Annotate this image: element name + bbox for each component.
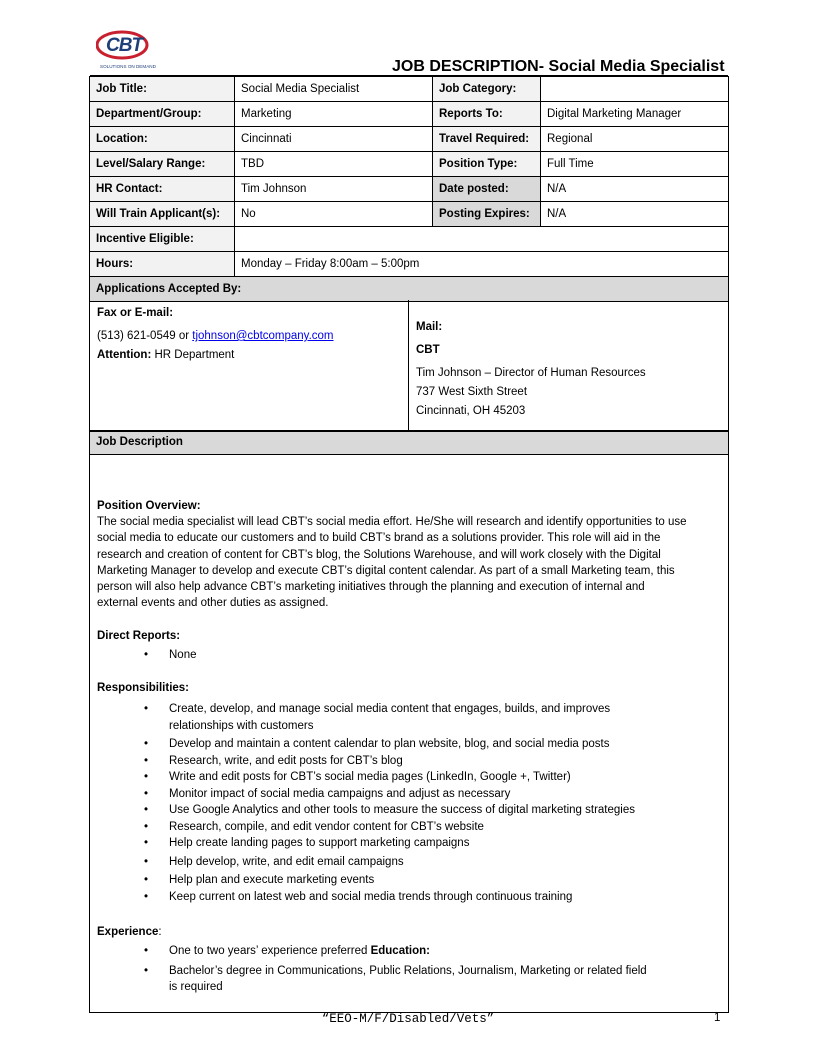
direct-reports-label: Direct Reports: (97, 630, 181, 642)
mail-contact: Tim Johnson – Director of Human Resources (416, 367, 646, 379)
table-row (90, 127, 729, 152)
list-item: • Bachelor’s degree in Communications, Public Relations, Journalism, Marketing or related field is required (97, 963, 657, 996)
table-row (90, 77, 729, 102)
department-label: Department/Group: (90, 102, 235, 127)
experience-heading (97, 924, 722, 940)
overview-line: external events and other duties as assigned. (97, 597, 329, 610)
table-row (90, 177, 729, 202)
overview-line: research and creation of content for CBT’s blog, the Solutions Warehouse, and will work closely with the Digital (97, 548, 661, 561)
table-row (90, 227, 729, 252)
job-info-table (89, 76, 729, 302)
reports-to-value: Digital Marketing Manager (541, 102, 729, 127)
table-row (90, 152, 729, 177)
attention-label: Attention: (97, 349, 152, 361)
date-posted-label: Date posted: (433, 177, 541, 202)
table-row (90, 202, 729, 227)
location-value: Cincinnati (235, 127, 433, 152)
travel-required-value: Regional (541, 127, 729, 152)
experience-section (97, 924, 722, 996)
department-value: Marketing (235, 102, 433, 127)
eeo-statement: “EEO-M/F/Disabled/Vets” (321, 1012, 495, 1026)
overview-line: Marketing Manager to develop and execute CBT’s digital content calendar. As part of a small Marketing team, this (97, 564, 675, 577)
job-category-value (541, 77, 729, 102)
will-train-value: No (235, 202, 433, 227)
attention-value: HR Department (151, 349, 235, 361)
phone-number: (513) 621-0549 or (97, 330, 193, 342)
job-title-value: Social Media Specialist (235, 77, 433, 102)
list-item: • Keep current on latest web and social media trends through continuous training (97, 889, 657, 906)
position-overview-section (97, 498, 722, 612)
mail-label: Mail: (416, 321, 443, 333)
overview-line: The social media specialist will lead CBT’s social media effort. He/She will research and identify opportunities to use (97, 516, 687, 528)
hr-contact-value: Tim Johnson (235, 177, 433, 202)
position-type-label: Position Type: (433, 152, 541, 177)
will-train-label: Will Train Applicant(s): (90, 202, 235, 227)
svg-text:CBT: CBT (106, 35, 143, 56)
job-title-label: Job Title: (90, 77, 235, 102)
cbt-logo (96, 28, 162, 72)
table-row (90, 102, 729, 127)
responsibilities-section (97, 680, 722, 905)
overview-line: social media to educate our customers and to build CBT’s brand as a solutions provider. This role will aid in the (97, 532, 661, 545)
list-item: • Help plan and execute marketing events (97, 872, 657, 889)
list-item: • Research, write, and edit posts for CBT’s blog (97, 753, 657, 770)
experience-item: One to two years’ experience preferred (169, 945, 371, 957)
hours-value: Monday – Friday 8:00am – 5:00pm (235, 252, 729, 277)
experience-colon: : (158, 926, 162, 938)
posting-expires-value: N/A (541, 202, 729, 227)
applications-header: Applications Accepted By: (90, 277, 729, 302)
list-item: • Write and edit posts for CBT’s social media pages (LinkedIn, Google +, Twitter) (97, 769, 657, 786)
list-item: • None (97, 647, 722, 664)
posting-expires-label: Posting Expires: (433, 202, 541, 227)
attention-line (97, 346, 401, 365)
reports-to-label: Reports To: (433, 102, 541, 127)
mail-city: Cincinnati, OH 45203 (416, 405, 526, 417)
incentive-label: Incentive Eligible: (90, 227, 235, 252)
email-link[interactable]: tjohnson@cbtcompany.com (192, 330, 334, 342)
hr-contact-label: HR Contact: (90, 177, 235, 202)
position-type-value: Full Time (541, 152, 729, 177)
fax-email-panel (90, 300, 409, 430)
page-number: 1 (714, 1012, 721, 1024)
salary-range-label: Level/Salary Range: (90, 152, 235, 177)
responsibilities-label: Responsibilities: (97, 682, 190, 694)
document-title: JOB DESCRIPTION- Social Media Specialist (392, 58, 725, 75)
mail-company: CBT (416, 344, 440, 356)
job-category-label: Job Category: (433, 77, 541, 102)
salary-range-value: TBD (235, 152, 433, 177)
direct-reports-section (97, 628, 722, 664)
table-row (90, 277, 729, 302)
list-item: • Use Google Analytics and other tools to measure the success of digital marketing strategies (97, 802, 657, 819)
list-item: • Develop and maintain a content calendar to plan website, blog, and social media posts (97, 736, 657, 753)
overview-line: person will also help advance CBT’s marketing initiatives through the planning and execution of internal and (97, 581, 645, 594)
contact-line (97, 327, 401, 346)
list-item: • Help develop, write, and edit email campaigns (97, 854, 657, 871)
incentive-value (235, 227, 729, 252)
applications-section (89, 300, 729, 431)
fax-email-label: Fax or E-mail: (97, 307, 174, 319)
list-item: • Create, develop, and manage social media content that engages, builds, and improves relationships with customers (97, 701, 657, 734)
experience-label: Experience (97, 926, 159, 938)
list-item (97, 943, 657, 960)
list-item: • Research, compile, and edit vendor content for CBT’s website (97, 819, 657, 836)
list-item: • Help create landing pages to support marketing campaigns (97, 835, 657, 852)
job-description-header: Job Description (89, 431, 729, 455)
mail-street: 737 West Sixth Street (416, 386, 528, 398)
travel-required-label: Travel Required: (433, 127, 541, 152)
mail-panel (409, 300, 728, 430)
education-label: Education: (370, 945, 430, 957)
hours-label: Hours: (90, 252, 235, 277)
position-overview-label: Position Overview: (97, 500, 201, 512)
list-item: • Monitor impact of social media campaigns and adjust as necessary (97, 786, 657, 803)
table-row (90, 252, 729, 277)
svg-text:SOLUTIONS ON DEMAND: SOLUTIONS ON DEMAND (100, 64, 156, 69)
job-description-body (89, 455, 729, 1013)
location-label: Location: (90, 127, 235, 152)
date-posted-value: N/A (541, 177, 729, 202)
